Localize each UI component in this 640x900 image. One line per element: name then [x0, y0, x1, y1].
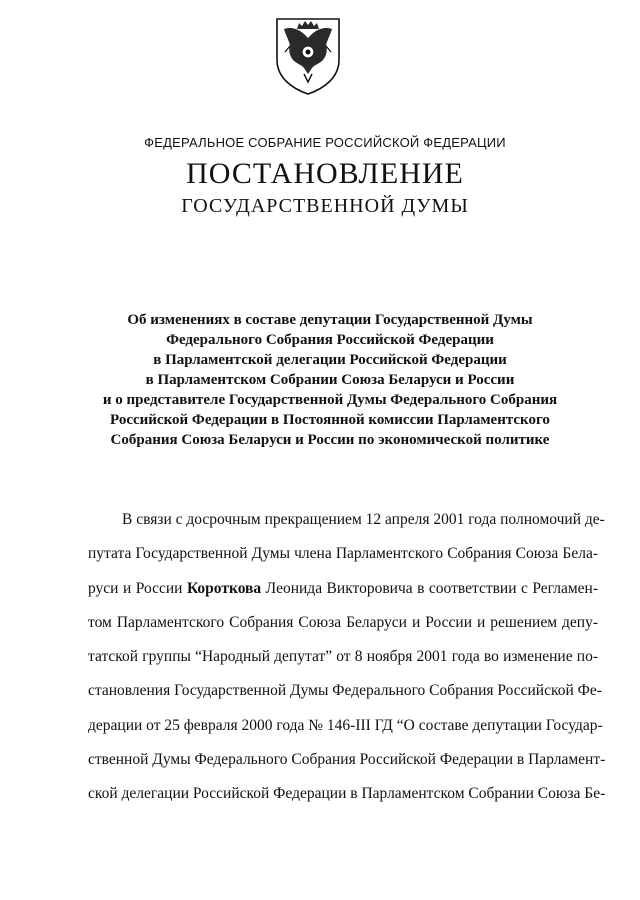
organization-name: ФЕДЕРАЛЬНОЕ СОБРАНИЕ РОССИЙСКОЙ ФЕДЕРАЦИИ [144, 135, 506, 150]
body-line: татской группы “Народный депутат” от 8 ноября 2001 года во изменение по- [88, 648, 598, 666]
body-line: ственной Думы Федерального Собрания Российской Федерации в Парламент- [88, 751, 606, 769]
deputy-surname: Короткова [186, 579, 262, 597]
subject-line: Собрания Союза Беларуси и России по экономической политике [110, 432, 550, 448]
body-line-text: Леонида Викторовича в соответствии с Регламен- [261, 579, 598, 597]
document-subject [60, 310, 600, 450]
subject-line: в Парламентской делегации Российской Федерации [153, 352, 507, 368]
subject-line: Об изменениях в составе депутации Государственной Думы [127, 312, 533, 328]
subject-line: Российской Федерации в Постоянной комиссии Парламентского [110, 412, 550, 428]
issuer-name: ГОСУДАРСТВЕННОЙ ДУМЫ [181, 195, 469, 217]
body-line: ской делегации Российской Федерации в Парламентском Собрании Союза Бе- [88, 785, 606, 803]
body-line-text: руси и России [88, 579, 187, 597]
subject-line: в Парламентском Собрании Союза Беларуси и России [145, 372, 515, 388]
subject-line: и о представителе Государственной Думы Федерального Собрания [102, 392, 558, 408]
body-line [88, 572, 598, 606]
document-type: ПОСТАНОВЛЕНИЕ [186, 157, 464, 190]
body-paragraph [88, 503, 606, 812]
subject-line: Федерального Собрания Российской Федерации [166, 332, 494, 348]
body-line: путата Государственной Думы члена Парламентского Собрания Союза Бела- [88, 545, 598, 563]
body-line: В связи с досрочным прекращением 12 апреля 2001 года полномочий де- [122, 511, 605, 528]
body-line: том Парламентского Собрания Союза Беларуси и России и решением депу- [88, 613, 598, 631]
body-line: становления Государственной Думы Федерального Собрания Российской Фе- [88, 682, 602, 700]
russian-coat-of-arms-icon [273, 16, 343, 96]
body-line: дерации от 25 февраля 2000 года № 146-III ГД “О составе депутации Государ- [88, 716, 603, 734]
